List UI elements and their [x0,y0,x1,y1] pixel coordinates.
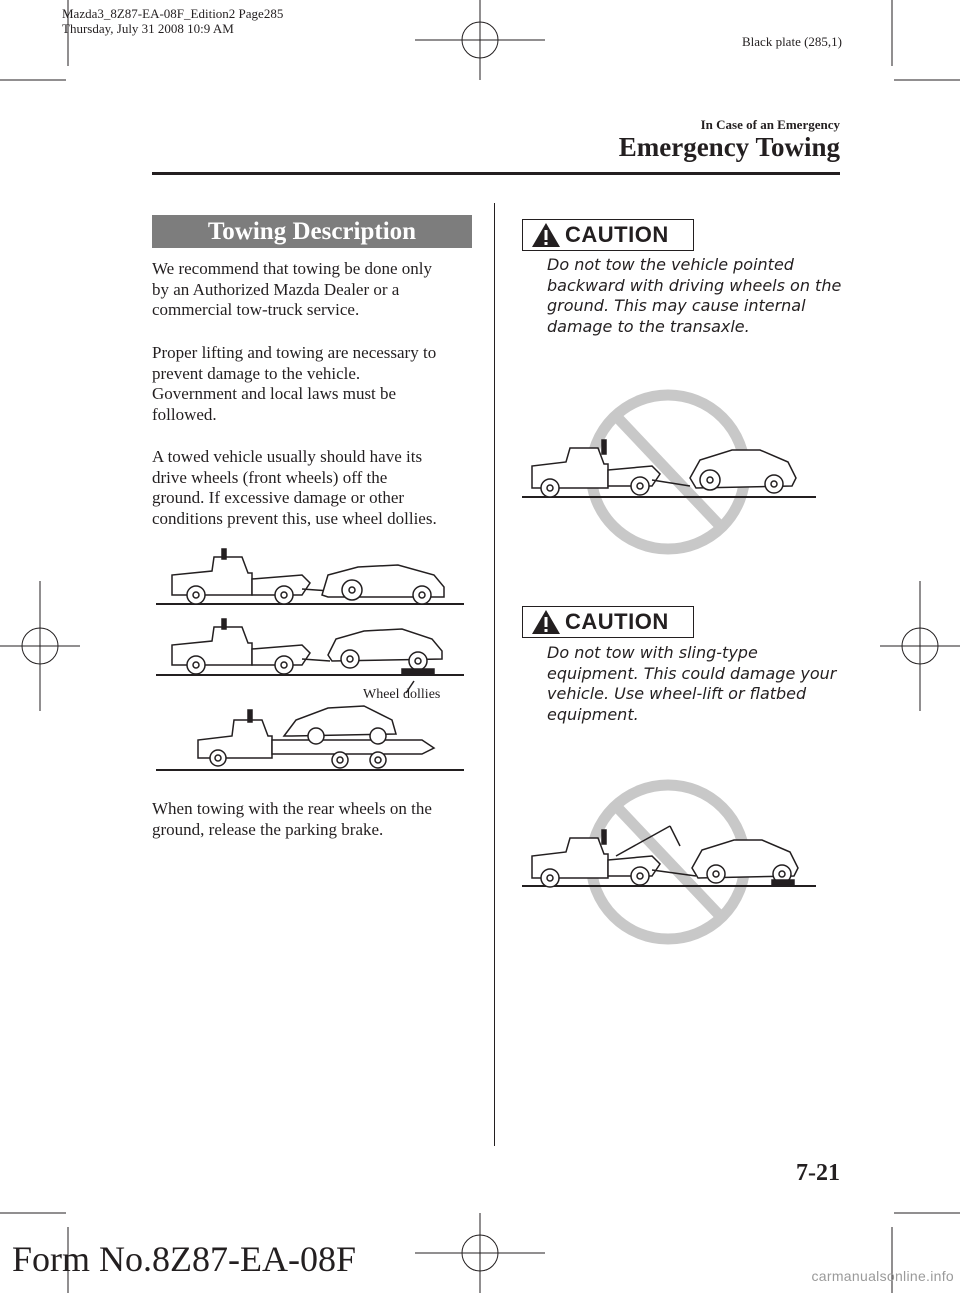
text-line: conditions prevent this, use wheel dollies. [152,508,437,528]
form-number: Form No.8Z87-EA-08F [12,1239,356,1279]
wheel-lift-tow-illustration [152,545,472,615]
text-line: equipment. [547,704,639,724]
warning-icon [531,609,561,635]
wheel-dollies-tow-illustration [152,615,472,685]
text-line: by an Authorized Mazda Dealer or a [152,279,400,299]
text-line: We recommend that towing be done only [152,259,433,278]
text-line: ground. If excessive damage or other [152,488,405,507]
header-rule [152,172,840,175]
paragraph-3 [152,447,482,529]
caution-text-1 [547,255,847,337]
paragraph-1 [152,259,482,321]
section-heading: Towing Description [152,215,472,248]
print-meta-line2: Thursday, July 31 2008 10:9 AM [62,21,234,36]
text-line: damage to the transaxle. [547,316,750,336]
text-line: ground. This may cause internal [547,296,806,315]
page-number: 7-21 [796,1160,840,1186]
text-line: vehicle. Use wheel-lift or flatbed [547,684,807,703]
caution-box-2 [522,606,694,638]
print-meta-line1: Mazda3_8Z87-EA-08F_Edition2 Page285 [62,6,284,21]
caution-label: CAUTION [565,609,669,634]
text-line: backward with driving wheels on the [547,275,842,295]
text-line: Proper lifting and towing are necessary to [152,343,437,362]
watermark: carmanualsonline.info [811,1268,954,1284]
paragraph-2 [152,343,482,425]
plate-label: Black plate (285,1) [742,34,842,49]
print-metadata [62,6,283,36]
text-line: drive wheels (front wheels) off the [152,467,388,487]
text-line: equipment. This could damage your [547,663,837,683]
wheel-dollies-label: Wheel dollies [363,687,441,702]
column-divider [494,203,495,1146]
flatbed-tow-illustration [152,700,472,775]
text-line: ground, release the parking brake. [152,819,384,839]
warning-icon [531,222,561,248]
text-line: Government and local laws must be [152,384,397,403]
text-line: Do not tow with sling-type [547,643,758,662]
caution-box-1 [522,219,694,251]
text-line: Do not tow the vehicle pointed [547,255,794,274]
caution-text-2 [547,643,847,725]
text-line: A towed vehicle usually should have its [152,447,423,466]
caution-label: CAUTION [565,222,669,247]
text-line: prevent damage to the vehicle. [152,363,361,383]
text-line: When towing with the rear wheels on the [152,799,432,818]
text-line: followed. [152,404,217,424]
prohibited-backward-tow-illustration [520,382,840,562]
section-title: In Case of an Emergency [700,117,840,132]
chapter-title: Emergency Towing [618,132,840,162]
prohibited-sling-tow-illustration [520,772,840,952]
text-line: commercial tow-truck service. [152,300,360,319]
paragraph-4 [152,799,482,840]
